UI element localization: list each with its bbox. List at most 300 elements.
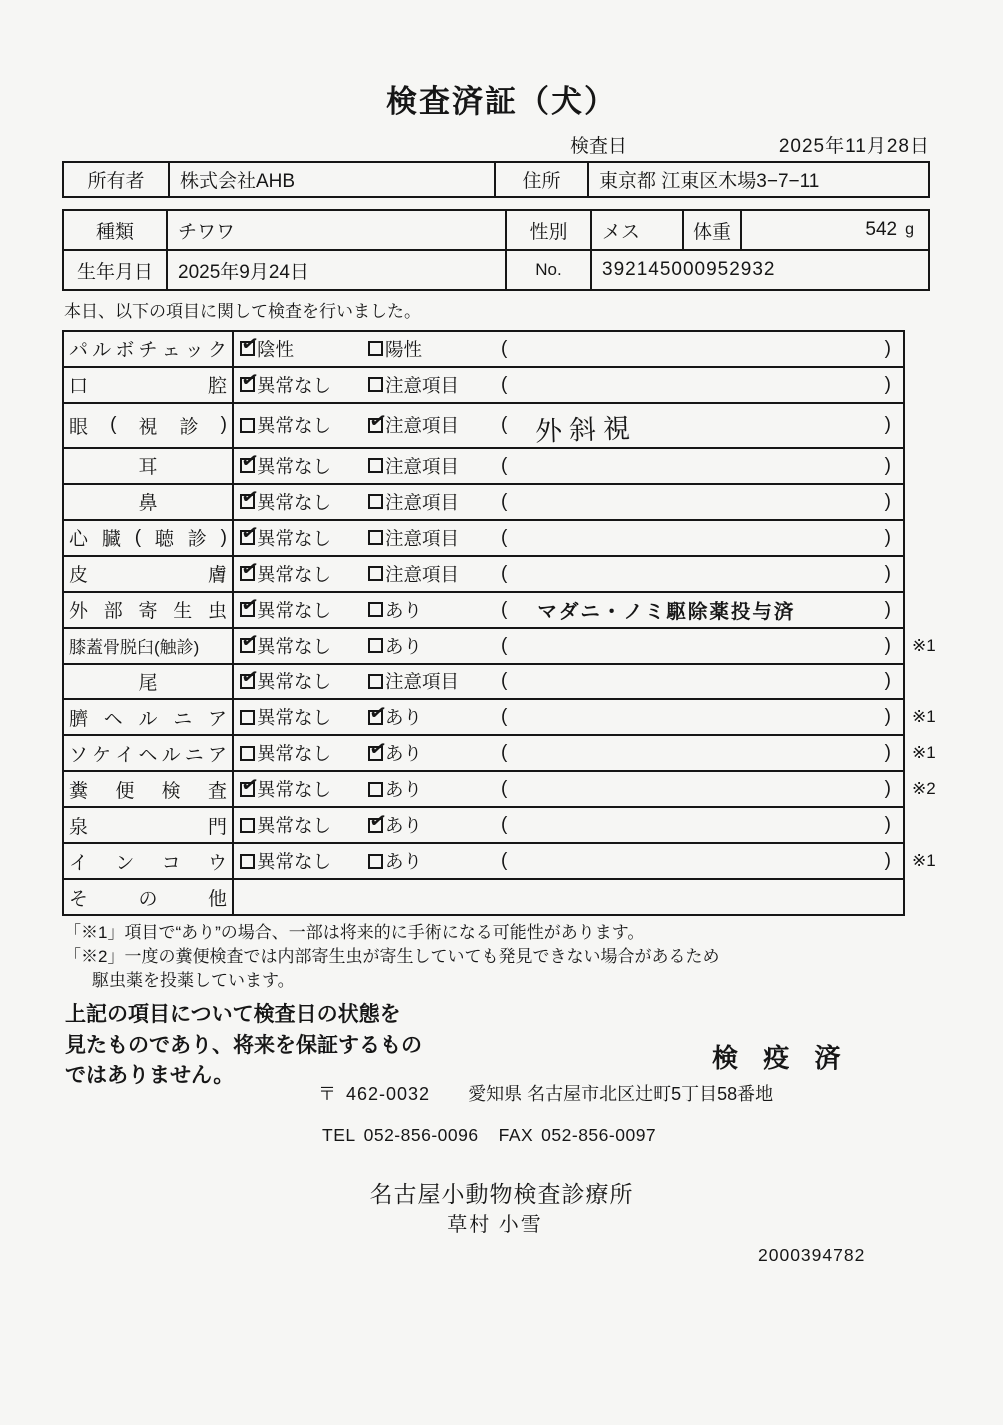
paren-zone: [501, 778, 903, 800]
label-char: 臓: [101, 529, 121, 551]
label-char: パ: [69, 340, 89, 362]
option-label: 注意項目: [385, 527, 460, 549]
exam-row-label: [64, 880, 234, 914]
exam-row: [64, 519, 903, 555]
label-char: ): [220, 526, 227, 548]
exam-option: [239, 629, 368, 659]
exam-option: [367, 409, 501, 438]
exam-row-content: [234, 736, 903, 770]
label-char: 門: [207, 816, 227, 838]
check-mark: ✓: [239, 629, 261, 654]
exam-option: [240, 704, 368, 730]
paren-open: (: [501, 742, 508, 764]
check-mark: ✓: [239, 333, 261, 357]
exam-row-label: 耳: [64, 449, 234, 483]
exam-option: [240, 812, 368, 838]
label-char: コ: [161, 852, 181, 874]
label-char: ク: [207, 340, 227, 362]
exam-option: [239, 486, 368, 515]
checkbox-checked: [367, 701, 389, 726]
weight-value: [742, 211, 928, 249]
option-label: あり: [385, 635, 423, 657]
checkbox: [240, 818, 255, 833]
label-char: そ: [69, 888, 89, 910]
exam-row-label: 膝蓋骨脱臼(触診): [64, 629, 234, 663]
label-char: ): [220, 414, 227, 436]
paren-open: (: [501, 814, 508, 836]
option-label: 注意項目: [385, 455, 460, 477]
exam-row-content: [234, 332, 903, 366]
paren-close: ): [884, 414, 891, 436]
label-char: の: [138, 888, 158, 910]
fax-label: FAX: [498, 1125, 534, 1145]
option-label: 陽性: [385, 338, 423, 360]
paren-open: (: [501, 562, 508, 584]
exam-row: [64, 663, 903, 699]
check-mark: ✓: [367, 809, 389, 833]
check-mark: ✓: [367, 701, 389, 726]
checkbox-checked: [239, 665, 261, 690]
option-label: 異常なし: [257, 599, 332, 621]
label-char: 診: [187, 529, 207, 551]
paren-zone: [501, 491, 903, 513]
inspection-date-label: 検査日: [570, 136, 628, 157]
paren-close: ): [884, 778, 891, 800]
option-label: あり: [385, 707, 423, 729]
exam-option: [368, 489, 501, 515]
label-char: ニ: [184, 744, 204, 766]
check-mark: ✓: [239, 450, 261, 474]
option-label: 異常なし: [257, 779, 332, 801]
paren-close: ): [884, 454, 891, 476]
owner-label: 所有者: [64, 163, 170, 196]
tel-number: 052-856-0096: [363, 1125, 479, 1145]
label-char: ケ: [92, 744, 112, 766]
label-char: ア: [207, 744, 227, 766]
exam-option: [368, 776, 501, 802]
paren-zone: [501, 563, 903, 585]
paren-open: (: [501, 778, 508, 800]
exam-row-content: [234, 449, 903, 483]
checkbox: [240, 746, 255, 761]
paren-zone: [501, 814, 903, 836]
checkbox: [368, 782, 383, 797]
checkbox: [240, 418, 255, 433]
weight-number: 542: [865, 219, 898, 240]
checkbox: [368, 638, 383, 653]
checkbox-checked: [367, 809, 389, 833]
checkbox: [240, 854, 255, 869]
disclaimer-line1: 上記の項目について検査日の状態を: [65, 1003, 401, 1026]
option-label: 注意項目: [385, 415, 460, 437]
exam-row-content: [234, 593, 903, 627]
checkbox-checked: [367, 737, 389, 762]
checkbox: [368, 341, 383, 356]
option-label: 異常なし: [257, 851, 332, 873]
exam-row: [64, 734, 936, 770]
check-mark: ✓: [239, 593, 261, 618]
exam-option: [368, 668, 501, 694]
postal-mark: 〒: [318, 1084, 336, 1104]
paren-open: (: [501, 706, 508, 728]
label-char: 膚: [207, 565, 227, 587]
option-label: 注意項目: [385, 563, 460, 585]
check-mark: ✓: [239, 486, 261, 510]
exam-option: [239, 593, 368, 623]
exam-row: [64, 878, 903, 914]
paren-zone: [501, 404, 903, 447]
exam-option: [240, 740, 368, 766]
label-char: 口: [69, 376, 89, 398]
option-label: 異常なし: [257, 671, 332, 693]
checkbox: [368, 458, 383, 473]
checkbox: [368, 530, 383, 545]
check-mark: ✓: [239, 557, 261, 582]
exam-option: [368, 561, 501, 587]
footnote-2-line2: 駆虫薬を投薬しています。: [92, 971, 295, 990]
label-char: イ: [69, 852, 89, 874]
label-char: ッ: [184, 340, 204, 362]
paren-zone: [501, 455, 903, 477]
exam-row: [64, 627, 936, 663]
page-title: 検査済証（犬）: [386, 84, 617, 119]
exam-row-content: [234, 557, 903, 591]
label-char: 他: [207, 888, 227, 910]
label-char: 虫: [207, 601, 227, 623]
paren-close: ): [884, 598, 891, 620]
paren-close: ): [884, 814, 891, 836]
exam-option: [239, 773, 368, 802]
owner-table: [62, 161, 930, 198]
exam-row: [64, 698, 936, 734]
exam-option: [239, 333, 368, 362]
label-char: 眼: [69, 416, 89, 438]
option-label: 異常なし: [257, 527, 332, 549]
label-char: 泉: [69, 816, 89, 838]
exam-option: [239, 522, 368, 551]
label-char: ボ: [115, 340, 135, 362]
exam-option: [368, 453, 501, 479]
checkbox-checked: [239, 557, 261, 582]
exam-row-label: [64, 593, 234, 627]
label-char: 生: [173, 601, 193, 623]
option-label: 異常なし: [257, 415, 332, 437]
exam-option: [368, 372, 501, 398]
exam-row-content: [234, 844, 903, 878]
exam-row-label: [64, 772, 234, 806]
paren-open: (: [501, 454, 508, 476]
label-char: ソ: [69, 744, 89, 766]
exam-option: [367, 701, 501, 730]
exam-option: [368, 525, 501, 551]
exam-option: [239, 369, 368, 398]
paren-close: ): [884, 337, 891, 359]
exam-row-label: [64, 736, 234, 770]
exam-row-content: [234, 629, 903, 663]
option-label: あり: [385, 815, 423, 837]
exam-row: [64, 591, 903, 627]
exam-option: [239, 450, 368, 479]
exam-option: [239, 665, 368, 694]
paren-close: ): [884, 634, 891, 656]
checkbox: [368, 377, 383, 392]
checkbox-checked: [239, 773, 261, 797]
label-char: 視: [138, 416, 158, 438]
label-char: ル: [138, 708, 158, 730]
paren-open: (: [501, 337, 508, 359]
owner-address-value: 東京都 江東区木場3−7−11: [599, 171, 820, 192]
option-label: 異常なし: [257, 635, 332, 657]
check-mark: ✓: [239, 773, 261, 797]
label-char: ン: [115, 852, 135, 874]
exam-option: [368, 336, 501, 362]
option-label: 異常なし: [257, 374, 332, 396]
check-mark: ✓: [239, 665, 261, 690]
option-label: 異常なし: [257, 743, 332, 765]
inspection-date-value: 2025年11月28日: [778, 136, 930, 157]
exam-row-content: [234, 700, 903, 734]
option-label: 異常なし: [257, 491, 332, 513]
paren-close: ): [884, 526, 891, 548]
label-char: 聴: [154, 529, 174, 551]
exam-row-label: [64, 368, 234, 402]
paren-note: マダニ・ノミ駆除薬投与済: [537, 600, 796, 623]
exam-row-content: [234, 808, 903, 842]
exam-table: [62, 330, 936, 916]
exam-row-label: [64, 404, 234, 447]
option-label: あり: [385, 599, 423, 621]
exam-row-label: [64, 700, 234, 734]
exam-row-label: [64, 332, 234, 366]
exam-row: [64, 447, 903, 483]
checkbox-checked: [239, 522, 261, 546]
exam-row-content: [234, 368, 903, 402]
exam-row-content: [234, 521, 903, 555]
check-mark: ✓: [367, 737, 389, 762]
label-char: 外: [69, 601, 89, 623]
exam-option: [367, 737, 501, 766]
note-mark: ※2: [912, 779, 936, 799]
checkbox-checked: [239, 333, 261, 357]
disclaimer-line2: 見たものであり、将来を保証するもの: [65, 1033, 422, 1057]
label-char: 臍: [69, 708, 89, 730]
checkbox: [368, 494, 383, 509]
label-char: ェ: [161, 340, 181, 362]
exam-row: [64, 366, 903, 402]
paren-zone: [501, 742, 903, 764]
paren-zone: [501, 596, 903, 624]
option-label: あり: [385, 743, 423, 765]
paren-close: ): [884, 706, 891, 728]
label-char: 検: [161, 780, 181, 802]
paren-close: ): [884, 490, 891, 512]
exam-row-label: [64, 844, 234, 878]
label-char: ル: [92, 340, 112, 362]
label-char: ア: [207, 708, 227, 730]
exam-option: [240, 848, 368, 874]
exam-row-label: [64, 808, 234, 842]
exam-option: [368, 597, 501, 623]
clinic-address: 愛知県 名古屋市北区辻町5丁目58番地: [468, 1084, 774, 1104]
fax-number: 052-856-0097: [541, 1125, 657, 1145]
checkbox-checked: [239, 486, 261, 510]
checkbox: [368, 602, 383, 617]
label-char: 部: [103, 601, 123, 623]
handwritten-note: 外斜視: [534, 413, 638, 447]
clinic-name: 名古屋小動物検査診療所: [369, 1181, 634, 1207]
exam-row: [64, 806, 903, 842]
inspection-date-row: [62, 131, 930, 158]
paren-close: ): [884, 742, 891, 764]
pet-info-table: [62, 209, 930, 291]
footnote-1: 「※1」項目で“あり”の場合、一部は将来的に手術になる可能性があります。: [64, 923, 645, 942]
option-label: 注意項目: [385, 491, 460, 513]
option-label: あり: [385, 779, 423, 801]
label-char: (: [110, 414, 117, 436]
exam-option: [368, 633, 501, 659]
note-mark: ※1: [912, 851, 936, 871]
paren-zone: [501, 850, 903, 872]
label-char: ニ: [173, 708, 193, 730]
paren-open: (: [501, 670, 508, 692]
birth-label: 生年月日: [64, 251, 168, 289]
check-mark: ✓: [239, 522, 261, 546]
paren-close: ): [884, 670, 891, 692]
label-char: 糞: [69, 780, 89, 802]
paren-open: (: [501, 526, 508, 548]
label-char: チ: [138, 340, 158, 362]
weight-label: 体重: [684, 211, 742, 249]
paren-close: ): [884, 373, 891, 395]
checkbox: [368, 566, 383, 581]
paren-zone: [501, 338, 903, 360]
option-label: 異常なし: [257, 815, 332, 837]
sex-value: メス: [592, 211, 684, 249]
option-label: 陰性: [257, 338, 295, 360]
paren-open: (: [501, 490, 508, 512]
weight-unit: g: [905, 221, 914, 238]
footnotes: [64, 921, 719, 993]
postal-code: 462-0032: [346, 1084, 431, 1104]
exam-row-content: [234, 404, 903, 447]
exam-option: [367, 809, 501, 838]
exam-row-content: [234, 665, 903, 699]
footnote-2-line1: 「※2」一度の糞便検査では内部寄生虫が寄生していても発見できない場合があるため: [64, 947, 720, 966]
label-char: 寄: [138, 601, 158, 623]
option-label: 異常なし: [257, 455, 332, 477]
check-mark: ✓: [239, 369, 261, 393]
note-mark: ※1: [912, 635, 936, 655]
label-char: 査: [207, 780, 227, 802]
checkbox: [368, 674, 383, 689]
exam-row: [64, 332, 903, 366]
paren-open: (: [501, 634, 508, 656]
exam-row-content: [234, 880, 903, 914]
exam-row-content: [234, 485, 903, 519]
note-mark: ※1: [912, 743, 936, 763]
checkbox: [368, 854, 383, 869]
chip-number: 392145000952932: [602, 259, 776, 280]
checkbox: [240, 710, 255, 725]
paren-open: (: [501, 598, 508, 620]
paren-zone: [501, 670, 903, 692]
note-mark: ※1: [912, 707, 936, 727]
label-char: (: [134, 526, 142, 548]
option-label: 注意項目: [385, 671, 460, 693]
exam-row: [64, 842, 936, 878]
label-char: ヘ: [138, 744, 158, 766]
option-label: 注意項目: [385, 374, 460, 396]
quarantine-stamp: 検 疫 済: [712, 1043, 850, 1073]
paren-open: (: [501, 373, 508, 395]
paren-open: (: [501, 414, 508, 436]
option-label: 異常なし: [257, 707, 332, 729]
check-mark: ✓: [367, 409, 389, 434]
tel-label: TEL: [322, 1125, 356, 1145]
intro-text: 本日、以下の項目に関して検査を行いました。: [64, 302, 421, 321]
exam-row-content: [234, 772, 903, 806]
owner-name: 株式会社AHB: [170, 163, 496, 196]
label-char: 腔: [207, 376, 227, 398]
exam-option: [239, 557, 368, 587]
option-label: 異常なし: [257, 563, 332, 585]
checkbox-checked: [239, 629, 261, 654]
no-label: No.: [507, 251, 592, 289]
paren-zone: [501, 706, 903, 728]
clinic-address-row: [318, 1080, 773, 1106]
birth-value: 2025年9月24日: [168, 251, 507, 289]
paren-zone: [501, 374, 903, 396]
label-char: ヘ: [103, 708, 123, 730]
exam-row-label: 鼻: [64, 485, 234, 519]
label-char: 心: [69, 529, 89, 551]
exam-row-label: [64, 557, 234, 591]
exam-row: [64, 555, 903, 591]
label-char: ウ: [207, 852, 227, 874]
paren-zone: [501, 635, 903, 657]
paren-close: ): [884, 562, 891, 584]
disclaimer: [65, 1000, 422, 1092]
exam-row: [64, 402, 903, 447]
breed-label: 種類: [64, 211, 168, 249]
disclaimer-line3: ではありません。: [65, 1064, 235, 1087]
label-char: ル: [161, 744, 181, 766]
label-char: 便: [115, 780, 135, 802]
breed-value: チワワ: [168, 211, 507, 249]
checkbox-checked: [239, 369, 261, 393]
label-char: 診: [179, 416, 199, 438]
serial-number: 2000394782: [758, 1245, 866, 1265]
label-char: イ: [115, 744, 135, 766]
exam-row-label: 尾: [64, 665, 234, 699]
clinic-tel-row: [322, 1125, 656, 1146]
paren-close: ): [884, 850, 891, 872]
exam-row-label: [64, 521, 234, 555]
vet-name: 草村 小雪: [447, 1214, 543, 1236]
owner-address-label: 住所: [496, 163, 589, 196]
checkbox-checked: [239, 593, 261, 618]
checkbox-checked: [367, 409, 389, 434]
exam-row: [64, 483, 903, 519]
label-char: 皮: [69, 565, 89, 587]
option-label: あり: [385, 851, 423, 873]
paren-open: (: [501, 850, 508, 872]
exam-option: [240, 412, 368, 438]
paren-zone: [501, 527, 903, 549]
checkbox-checked: [239, 450, 261, 474]
exam-row: [64, 770, 936, 806]
sex-label: 性別: [507, 211, 592, 249]
